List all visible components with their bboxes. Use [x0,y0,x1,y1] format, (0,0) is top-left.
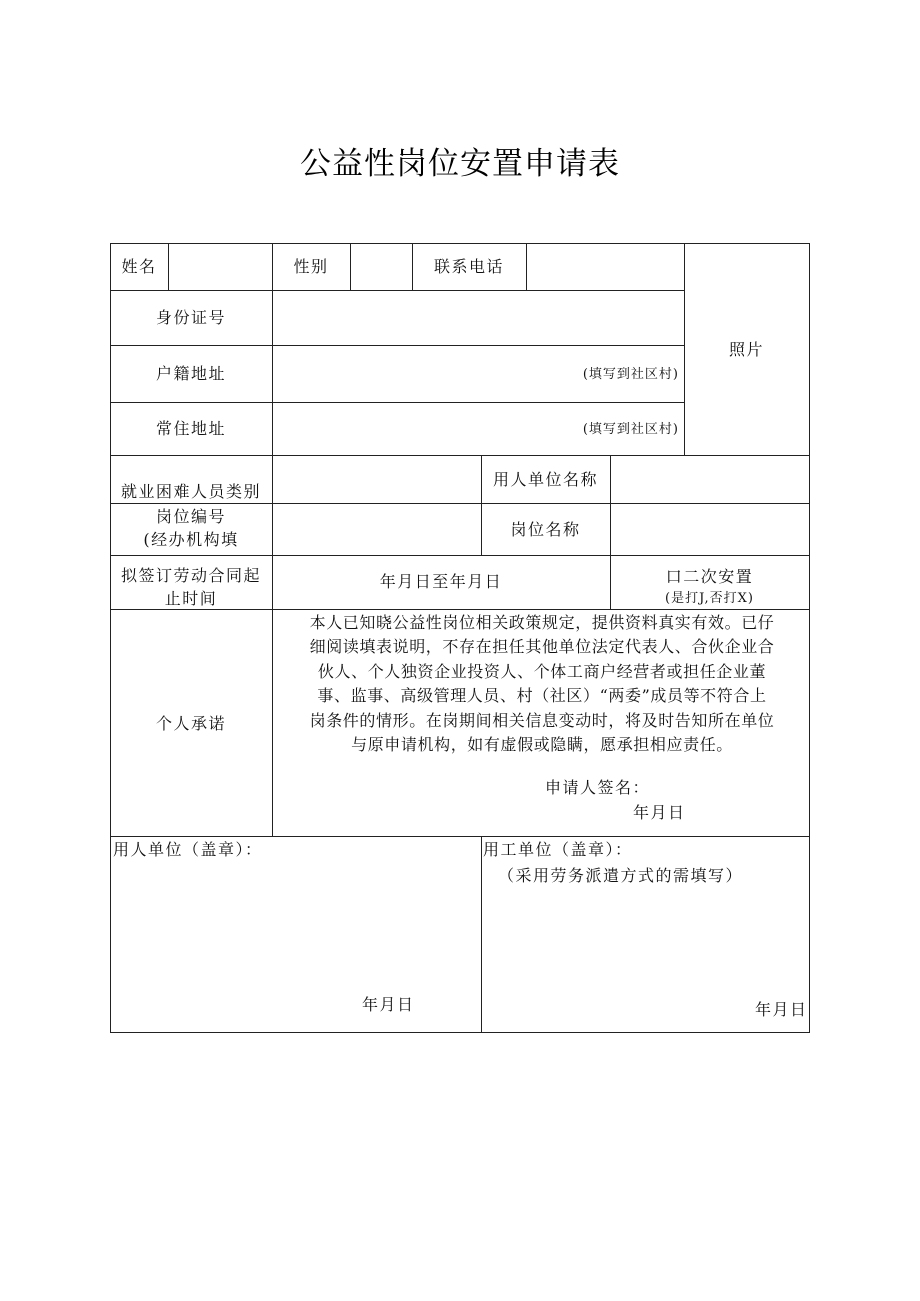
second-placement-hint: (是打J,否打X) [665,591,754,606]
phone-field[interactable] [527,256,684,278]
name-label: 姓名 [121,257,157,276]
commitment-text [278,611,806,757]
employer-seal-area[interactable] [112,862,480,1022]
table-border-top [110,243,810,244]
residence-address-field[interactable] [273,420,679,440]
contract-period-field[interactable]: 年月日至年月日 [379,572,503,591]
difficulty-category-label: 就业困难人员类别 [120,482,261,501]
employer-seal-label: 用人单位（盖章）： [113,840,263,859]
applicant-date: 年月日 [633,803,686,822]
row-line [110,609,810,610]
employer-seal-date: 年月日 [362,995,415,1014]
employer-name-label: 用人单位名称 [492,470,598,489]
row-line [110,345,685,346]
commitment-line: 与原申请机构，如有虚假或隐瞒，愿承担相应责任。 [351,735,733,755]
row-line [110,290,685,291]
row-line [110,455,810,456]
user-unit-seal-label: 用工单位（盖章）： [483,840,633,859]
commitment-line: 岗条件的情形。在岗期间相关信息变动时，将及时告知所在单位 [309,710,775,730]
post-code-field[interactable] [273,515,481,545]
col-line [481,836,482,1032]
row-line [110,503,810,504]
contract-period-label-cont: 止时间 [164,589,218,608]
post-name-field[interactable] [611,515,809,545]
row-line [110,402,685,403]
table-border-right [809,243,810,1033]
post-code-label: 岗位编号 [155,507,226,526]
difficulty-category-field[interactable] [273,465,481,495]
employer-name-field[interactable] [611,465,809,495]
post-name-label: 岗位名称 [510,520,581,539]
household-address-hint: (填写到社区村) [582,367,679,382]
user-unit-seal-date: 年月日 [755,1000,808,1019]
user-unit-seal-hint: （采用劳务派遣方式的需填写） [498,866,744,885]
table-border-left [110,243,111,1033]
contract-period-label: 拟签订劳动合同起 [120,566,261,585]
gender-field[interactable] [351,256,412,278]
user-unit-seal-area[interactable] [483,890,808,995]
commitment-line: 细阅读填表说明，不存在担任其他单位法定代表人、合伙企业合 [309,637,775,657]
page-title: 公益性岗位安置申请表 [300,146,620,182]
commitment-line: 伙人、个人独资企业投资人、个体工商户经营者或担任企业董 [317,661,767,681]
row-line [110,836,810,837]
residence-address-label: 常住地址 [155,419,226,438]
gender-label: 性别 [293,257,329,276]
household-address-field[interactable] [273,365,679,385]
applicant-signature[interactable]: 申请人签名： [545,778,651,797]
phone-label: 联系电话 [433,257,504,276]
second-placement-checkbox[interactable]: 口二次安置 [665,567,754,586]
row-line [110,555,810,556]
table-border-bottom [110,1032,810,1033]
photo-area[interactable]: 照片 [728,340,764,359]
personal-commitment-label: 个人承诺 [155,714,226,733]
commitment-line: 本人已知晓公益性岗位相关政策规定，提供资料真实有效。已仔 [309,613,775,632]
household-address-label: 户籍地址 [155,364,226,383]
id-label: 身份证号 [155,308,226,327]
post-code-label-note: (经办机构填 [143,530,239,549]
commitment-line: 事、监事、高级管理人员、村（社区）“两委”成员等不符合上 [317,686,767,706]
name-field[interactable] [169,256,272,278]
residence-address-hint: (填写到社区村) [582,422,679,437]
id-number-field[interactable] [273,305,684,331]
